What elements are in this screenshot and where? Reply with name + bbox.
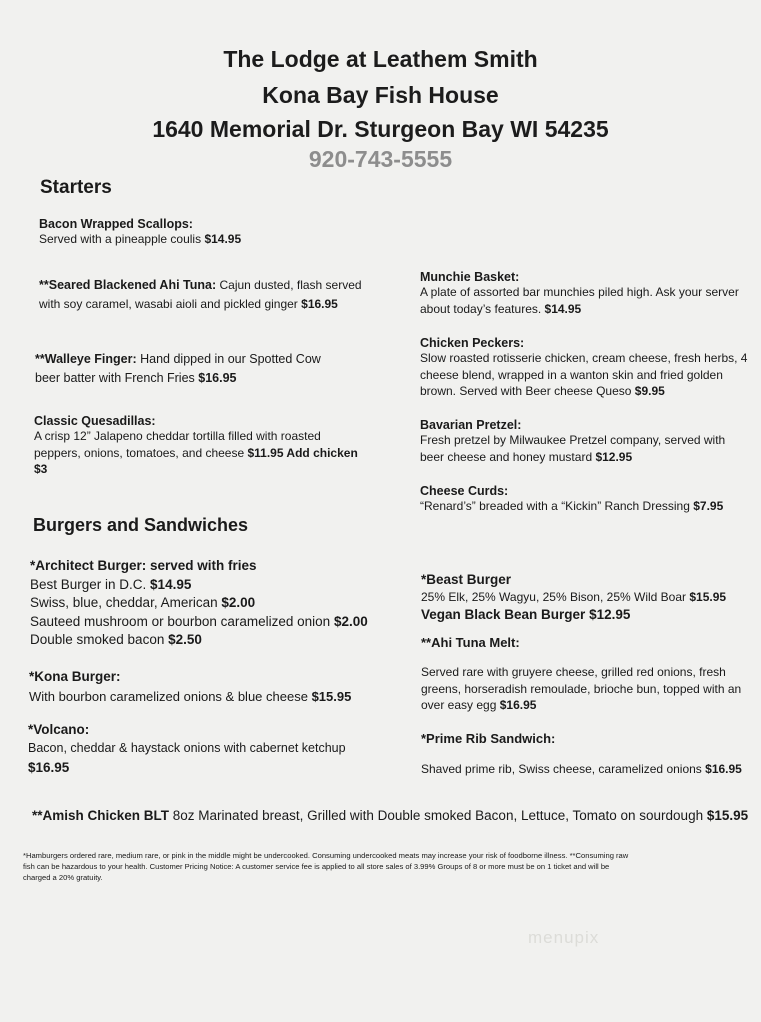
item-desc: peppers, onions, tomatoes, and cheese [34, 445, 248, 460]
starters-heading: Starters [40, 177, 112, 198]
item-title: *Volcano: [28, 722, 90, 737]
item-desc: Slow roasted rotisserie chicken, cream cheese, fresh herbs, 4 [420, 351, 748, 365]
item-title: *Architect Burger: served with fries [30, 558, 257, 573]
item-title: **Walleye Finger: [35, 352, 137, 366]
restaurant-name: The Lodge at Leathem Smith [223, 46, 538, 72]
item-quesadillas [34, 414, 384, 478]
item-title: Cheese Curds: [420, 484, 509, 498]
watermark: menupix [528, 928, 600, 947]
item-prime-rib-desc [421, 761, 761, 778]
item-desc: Swiss, blue, cheddar, American [30, 595, 222, 610]
item-desc: Hand dipped in our Spotted Cow [136, 352, 321, 366]
item-title: Classic Quesadillas: [34, 414, 156, 428]
item-bavarian-pretzel [420, 418, 760, 465]
item-amish-blt [32, 808, 761, 823]
item-ahi-tuna-melt [421, 635, 761, 650]
item-desc: with soy caramel, wasabi aioli and pickled ginger [39, 297, 302, 311]
item-title: **Seared Blackened Ahi Tuna: [39, 278, 217, 292]
item-desc: brown. Served with Beer cheese Queso [420, 384, 635, 398]
item-walleye [35, 350, 385, 388]
item-desc: Fresh pretzel by Milwaukee Pretzel company, served with [420, 433, 726, 447]
item-title: Vegan Black Bean Burger [421, 606, 590, 622]
item-desc: Cajun dusted, flash served [216, 278, 362, 292]
item-title: Bavarian Pretzel: [420, 418, 522, 432]
item-desc: A crisp 12” Jalapeno cheddar tortilla filled with roasted [34, 429, 321, 443]
item-price: $9.95 [634, 384, 665, 398]
item-title: *Beast Burger [421, 572, 512, 587]
item-price: $16.95 [198, 371, 237, 385]
disclaimer-line: *Hamburgers ordered rare, medium rare, or pink in the middle might be undercooked. Consuming undercooked meats may increase your risk of foodborne illness. **Consuming raw [23, 851, 629, 860]
item-chicken-peckers [420, 336, 760, 400]
item-price: $2.00 [221, 595, 256, 610]
item-price: $16.95 [499, 698, 537, 712]
item-desc: cheese blend, wrapped in a wanton skin and fried golden [420, 367, 723, 382]
item-desc: Served with a pineapple coulis [39, 232, 205, 246]
item-volcano [28, 720, 398, 777]
item-desc: greens, horseradish remoulade, brioche bun, topped with an [421, 681, 742, 696]
item-desc: A plate of assorted bar munchies piled high. Ask your server [420, 285, 739, 299]
restaurant-address: 1640 Memorial Dr. Sturgeon Bay WI 54235 [152, 116, 609, 142]
item-beast-burger [421, 571, 761, 623]
disclaimer-line: fish can be hazardous to your health. Customer Pricing Notice: A customer service fee is applied to all store sales of 3.99% Groups of 8 or more must be on 1 ticket and will be [23, 862, 610, 871]
item-desc: Best Burger in D.C. [30, 576, 151, 592]
item-price: $14.95 [544, 301, 582, 316]
item-price: $14.95 [204, 232, 242, 246]
item-desc: beer cheese and honey mustard [420, 449, 596, 464]
item-price: $14.95 [150, 576, 192, 592]
item-title: Bacon Wrapped Scallops: [39, 217, 193, 231]
item-desc: 8oz Marinated breast, Grilled with Double smoked Bacon, Lettuce, Tomato on sourdough [169, 808, 707, 823]
item-desc: about today’s features. [420, 301, 545, 316]
item-title: *Prime Rib Sandwich: [421, 731, 556, 746]
item-price: $16.95 [705, 762, 742, 776]
item-price: $15.95 [689, 589, 727, 604]
item-price: $15.95 [706, 808, 749, 823]
item-addon: Add chicken [283, 445, 358, 460]
item-price: $15.95 [311, 689, 352, 704]
item-bacon-scallops [39, 217, 379, 248]
item-kona-burger [29, 667, 399, 707]
item-cheese-curds [420, 484, 760, 515]
item-price: $16.95 [28, 760, 70, 775]
item-title: **Ahi Tuna Melt: [421, 635, 520, 650]
item-desc: With bourbon caramelized onions & blue cheese [29, 689, 312, 704]
item-price: $7.95 [693, 499, 724, 513]
item-ahi-tuna [39, 276, 389, 314]
item-price: $2.50 [168, 632, 202, 647]
item-price: $2.00 [333, 613, 368, 629]
disclaimer-line: charged a 20% gratuity. [23, 873, 103, 882]
item-desc: Shaved prime rib, Swiss cheese, caramelized onions [421, 762, 706, 776]
item-architect-burger [30, 557, 400, 650]
item-title: Munchie Basket: [420, 270, 520, 284]
item-desc: Served rare with gruyere cheese, grilled red onions, fresh [421, 665, 726, 679]
item-desc: Bacon, cheddar & haystack onions with cabernet ketchup [28, 741, 346, 755]
item-desc: 25% Elk, 25% Wagyu, 25% Bison, 25% Wild Boar [421, 589, 690, 604]
item-price: $16.95 [301, 297, 338, 311]
item-desc: over easy egg [421, 698, 500, 712]
burgers-heading: Burgers and Sandwiches [33, 515, 249, 535]
item-title: Chicken Peckers: [420, 336, 525, 350]
item-prime-rib [421, 731, 761, 746]
item-desc: “Renard’s” breaded with a “Kickin” Ranch Dressing [420, 499, 694, 513]
item-ahi-tuna-melt-desc [421, 664, 761, 714]
item-desc: beer batter with French Fries [35, 371, 199, 385]
item-title: **Amish Chicken BLT [32, 808, 170, 823]
item-price: $12.95 [595, 449, 633, 464]
item-price: $11.95 [247, 445, 284, 460]
item-munchie-basket [420, 270, 760, 317]
restaurant-subtitle: Kona Bay Fish House [262, 82, 499, 108]
item-title: *Kona Burger: [29, 669, 121, 684]
restaurant-phone: 920-743-5555 [308, 146, 453, 172]
item-price: $12.95 [589, 606, 631, 622]
disclaimer [23, 850, 761, 883]
item-desc: Sauteed mushroom or bourbon caramelized onion [30, 613, 334, 629]
item-desc: Double smoked bacon [30, 632, 169, 647]
item-addon-price: $3 [34, 462, 48, 476]
